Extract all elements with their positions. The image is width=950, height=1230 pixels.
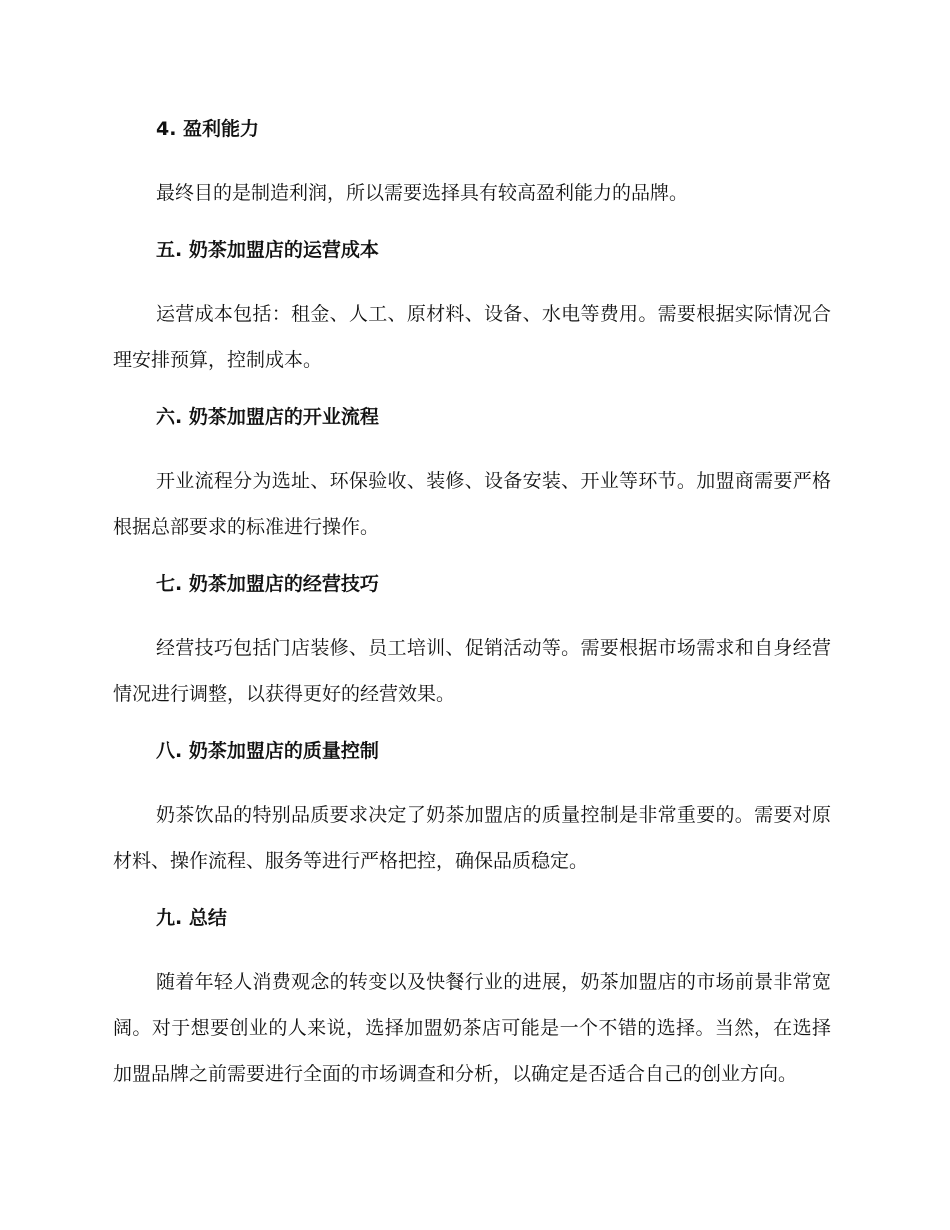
section-business-tips — [113, 567, 831, 717]
section-heading: 七. 奶茶加盟店的经营技巧 — [156, 573, 379, 595]
section-paragraph: 奶茶饮品的特别品质要求决定了奶茶加盟店的质量控制是非常重要的。需要对原材料、操作流程、服务等进行严格把控，确保品质稳定。 — [113, 804, 831, 872]
section-heading: 五. 奶茶加盟店的运营成本 — [156, 239, 379, 261]
section-quality-control — [113, 734, 831, 884]
section-profitability — [113, 112, 831, 216]
section-paragraph: 随着年轻人消费观念的转变以及快餐行业的进展，奶茶加盟店的市场前景非常宽阔。对于想要创业的人来说，选择加盟奶茶店可能是一个不错的选择。当然，在选择加盟品牌之前需要进行全面的市场调查和分析，以确定是否适合自己的创业方向。 — [113, 971, 831, 1085]
section-paragraph: 最终目的是制造利润，所以需要选择具有较高盈利能力的品牌。 — [156, 182, 689, 204]
section-paragraph: 经营技巧包括门店装修、员工培训、促销活动等。需要根据市场需求和自身经营情况进行调整，以获得更好的经营效果。 — [113, 637, 831, 705]
section-heading: 4. 盈利能力 — [156, 118, 260, 140]
document-page — [113, 112, 831, 1114]
section-paragraph: 开业流程分为选址、环保验收、装修、设备安装、开业等环节。加盟商需要严格根据总部要求的标准进行操作。 — [113, 470, 831, 538]
section-opening-process — [113, 400, 831, 550]
section-heading: 六. 奶茶加盟店的开业流程 — [156, 406, 379, 428]
section-heading: 九. 总结 — [156, 907, 227, 929]
section-heading: 八. 奶茶加盟店的质量控制 — [156, 740, 379, 762]
section-paragraph: 运营成本包括：租金、人工、原材料、设备、水电等费用。需要根据实际情况合理安排预算，控制成本。 — [113, 303, 831, 371]
section-summary — [113, 901, 831, 1097]
section-operating-cost — [113, 233, 831, 383]
